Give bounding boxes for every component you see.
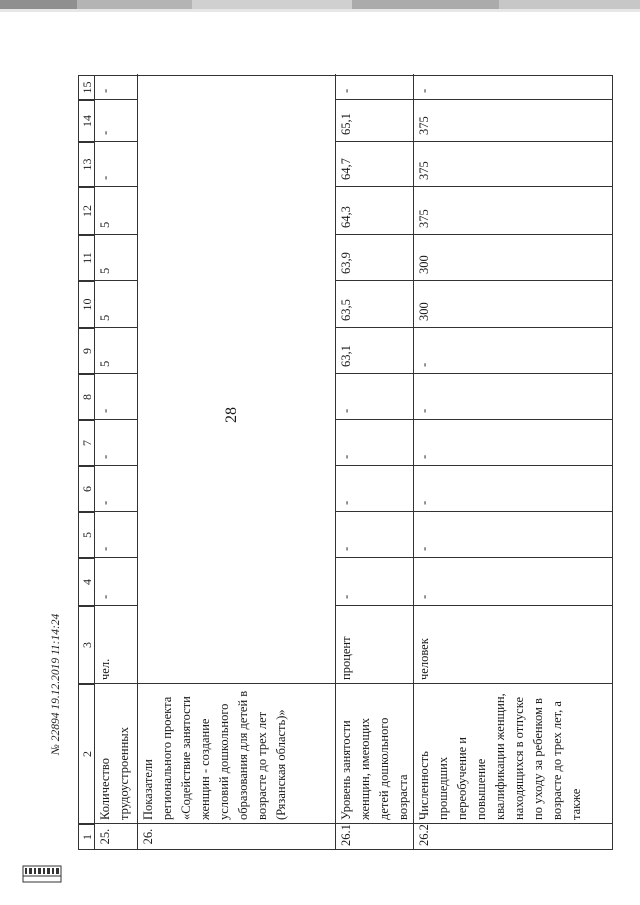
value-cell: 65,1 (336, 99, 413, 141)
unit: процент (336, 605, 413, 683)
col-head-11: 11 (78, 235, 95, 281)
rotated-table-tail (78, 75, 428, 850)
value-cell: - (336, 373, 413, 419)
row-number: 26.2 (414, 823, 613, 849)
value-cell: 63,5 (336, 280, 413, 327)
value-cell: - (339, 88, 353, 93)
indicator-name: Уровень занятости женщин, имеющих детей дошкольного возраста (336, 683, 413, 823)
indicator-name: Показатели регионального проекта «Содействие занятости женщин - создание условий дошкольного образования для детей в возрасте до трех лет (Рязанская область)» (138, 683, 335, 823)
table-row (413, 74, 613, 849)
col-head-12: 12 (78, 187, 95, 235)
value-cell: - (336, 419, 413, 465)
unit: человек (414, 605, 613, 683)
col-head-4: 4 (78, 558, 95, 606)
col-head-13: 13 (78, 142, 95, 187)
value-cell: 64,3 (336, 186, 413, 234)
value-cell: - (95, 373, 137, 419)
value-cell: - (417, 88, 431, 93)
value-cell: - (95, 511, 137, 557)
value-cell: - (95, 419, 137, 465)
col-head-15: 15 (78, 75, 95, 100)
value-cell: - (336, 465, 413, 511)
scan-artifact-top (0, 0, 640, 9)
value-cell: 64,7 (336, 141, 413, 186)
row-number: 25. (95, 823, 137, 849)
value-cell: - (95, 99, 137, 141)
value-cell: 375 (414, 99, 613, 141)
value-cell: 5 (95, 280, 137, 327)
col-head-1: 1 (78, 824, 95, 850)
indicator-name: Численность прошедших переобучение и повышение квалификации женщин, находящихся в отпуске по уходу за ребенком в возрасте до трех лет, а также (414, 683, 613, 823)
value-cell: 375 (414, 141, 613, 186)
registration-stamp (22, 865, 62, 893)
col-head-7: 7 (78, 420, 95, 466)
value-cell: 5 (95, 234, 137, 280)
col-head-9: 9 (78, 328, 95, 374)
page-number: 28 (223, 407, 240, 423)
value-cell: - (95, 465, 137, 511)
col-head-14: 14 (78, 100, 95, 142)
registration-number: № 22894 19.12.2019 11:14:24 (50, 613, 62, 755)
value-cell: - (414, 557, 613, 605)
value-cell: - (414, 419, 613, 465)
value-cell: - (95, 141, 137, 186)
col-head-10: 10 (78, 281, 95, 328)
value-cell: - (414, 465, 613, 511)
value-cell: - (95, 557, 137, 605)
value-cell: 63,1 (336, 327, 413, 373)
value-cell: 5 (95, 327, 137, 373)
row-number: 26.1 (336, 823, 413, 849)
value-cell: 5 (95, 186, 137, 234)
scan-artifact-top-2 (0, 9, 640, 12)
value-cell: 63,9 (336, 234, 413, 280)
value-cell: 300 (414, 234, 613, 280)
col-head-6: 6 (78, 466, 95, 512)
value-cell: - (336, 511, 413, 557)
indicator-name: Количество трудоустроенных (95, 683, 137, 823)
value-cell: 375 (414, 186, 613, 234)
value-cell: - (336, 557, 413, 605)
value-cell: 300 (414, 280, 613, 327)
value-cell: - (414, 373, 613, 419)
value-cell: - (414, 511, 613, 557)
value-cell: - (414, 327, 613, 373)
row-number: 26. (138, 823, 335, 849)
col-head-5: 5 (78, 512, 95, 558)
col-head-8: 8 (78, 374, 95, 420)
col-head-3: 3 (78, 606, 95, 684)
unit: чел. (95, 605, 137, 683)
col-head-2: 2 (78, 684, 95, 824)
value-cell: - (98, 88, 112, 93)
